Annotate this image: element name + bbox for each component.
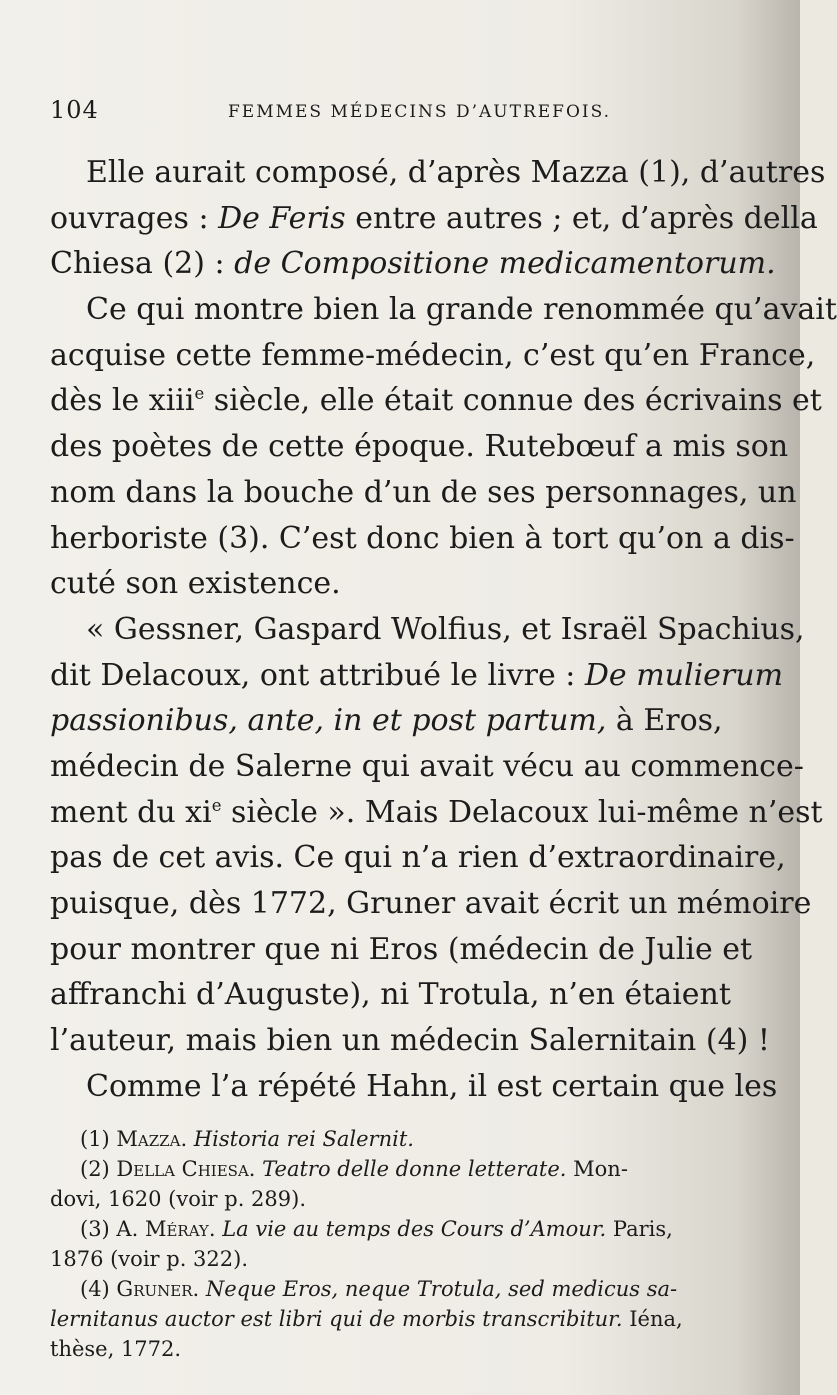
text-line bbox=[50, 835, 786, 881]
text-line bbox=[50, 881, 812, 927]
text-segment: à Eros, bbox=[606, 703, 723, 739]
text-segment: herboriste (3). C’est donc bien à tort qu’on a dis- bbox=[50, 520, 795, 556]
italic-text: passionibus, ante, in et post partum, bbox=[50, 703, 607, 739]
italic-text: lernitanus auctor est libri qui de morbis transcribitur. bbox=[50, 1307, 623, 1331]
text-segment: (2) bbox=[80, 1157, 117, 1181]
text-segment: . bbox=[248, 1157, 263, 1181]
text-segment: e bbox=[194, 384, 205, 404]
text-segment: Méray bbox=[144, 1217, 209, 1241]
text-segment: ment du xi bbox=[50, 794, 212, 830]
footnote-line bbox=[50, 1244, 762, 1274]
italic-text: De mulierum bbox=[584, 657, 784, 693]
page-number: 104 bbox=[50, 96, 99, 124]
text-segment: Elle aurait composé, d’après Mazza (1), d’autres bbox=[86, 155, 826, 190]
text-segment: . bbox=[180, 1127, 194, 1151]
text-segment: 1876 (voir p. 322). bbox=[50, 1247, 248, 1271]
text-line bbox=[50, 516, 795, 562]
text-line bbox=[50, 150, 826, 196]
text-segment: Ce qui montre bien la grande renommée qu’avait bbox=[86, 292, 837, 328]
text-segment: (4) bbox=[80, 1277, 117, 1301]
footnote-line bbox=[50, 1154, 762, 1184]
text-segment: Mon- bbox=[566, 1157, 628, 1181]
text-segment: . bbox=[208, 1217, 223, 1241]
text-segment: dès le xiii bbox=[50, 383, 195, 419]
text-segment: cuté son existence. bbox=[50, 566, 341, 602]
body-text bbox=[50, 150, 837, 1109]
text-segment: . bbox=[192, 1277, 206, 1301]
footnote-line bbox=[50, 1274, 762, 1304]
text-segment: dit Delacoux, ont attribué le livre : bbox=[50, 657, 585, 693]
italic-text: Neque Eros, neque Trotula, sed medicus sa- bbox=[205, 1277, 678, 1301]
text-segment: Comme l’a répété Hahn, il est certain que les bbox=[86, 1068, 778, 1104]
footnote-line bbox=[50, 1334, 762, 1364]
text-line bbox=[50, 1064, 778, 1110]
text-segment: des poètes de cette époque. Rutebœuf a mis son bbox=[50, 429, 789, 465]
text-segment: « Gessner, Gaspard Wolfius, et Israël Spachius, bbox=[86, 611, 805, 647]
text-line bbox=[50, 972, 762, 1018]
text-line bbox=[50, 927, 762, 973]
text-segment: dovi, 1620 (voir p. 289). bbox=[50, 1187, 307, 1211]
italic-text: Teatro delle donne letterate. bbox=[262, 1157, 567, 1181]
text-line bbox=[50, 424, 789, 470]
italic-text: La vie au temps des Cours d’Amour. bbox=[222, 1217, 607, 1241]
page-header bbox=[50, 96, 760, 132]
text-segment: siècle, elle était connue des écrivains et bbox=[204, 383, 822, 419]
text-line bbox=[50, 287, 837, 333]
text-segment: (1) bbox=[80, 1127, 117, 1151]
footnote-line bbox=[50, 1214, 762, 1244]
text-line bbox=[50, 653, 784, 699]
text-line bbox=[50, 196, 818, 242]
text-line bbox=[50, 744, 804, 790]
footnotes bbox=[50, 1124, 762, 1364]
text-line bbox=[50, 378, 822, 424]
text-line bbox=[50, 790, 823, 836]
text-segment: Della Chiesa bbox=[116, 1157, 249, 1181]
italic-text: Historia rei Salernit. bbox=[193, 1127, 414, 1151]
text-segment: Chiesa (2) : bbox=[50, 246, 235, 282]
text-segment: thèse, 1772. bbox=[50, 1337, 182, 1361]
footnote-line bbox=[50, 1304, 762, 1334]
text-segment: affranchi d’Auguste), ni Trotula, n’en étaient bbox=[50, 977, 731, 1013]
text-segment: médecin de Salerne qui avait vécu au commence- bbox=[50, 748, 804, 784]
footnote-line bbox=[50, 1184, 762, 1214]
text-line bbox=[50, 1018, 770, 1064]
text-segment: pas de cet avis. Ce qui n’a rien d’extraordinaire, bbox=[50, 840, 786, 876]
italic-text: De Feris bbox=[218, 200, 346, 236]
text-line bbox=[50, 333, 816, 379]
text-segment: Gruner bbox=[116, 1277, 193, 1301]
text-segment: entre autres ; et, d’après della bbox=[345, 200, 818, 236]
text-segment: Paris, bbox=[606, 1217, 673, 1241]
text-segment: acquise cette femme-médecin, c’est qu’en France, bbox=[50, 337, 816, 373]
text-segment: Mazza bbox=[116, 1127, 181, 1151]
text-segment: (3) A. bbox=[80, 1217, 145, 1241]
text-line bbox=[50, 698, 762, 744]
text-segment: siècle ». Mais Delacoux lui-même n’est bbox=[221, 794, 823, 830]
text-line bbox=[50, 470, 797, 516]
text-segment: l’auteur, mais bien un médecin Salernitain (4) ! bbox=[50, 1023, 770, 1059]
text-segment: pour montrer que ni Eros (médecin de Julie et bbox=[50, 931, 753, 967]
italic-text: de Compositione medicamentorum. bbox=[234, 246, 776, 282]
text-segment: e bbox=[211, 795, 222, 815]
footnote-line bbox=[50, 1124, 762, 1154]
text-segment: Iéna, bbox=[622, 1307, 683, 1331]
text-line bbox=[50, 561, 762, 607]
running-title: FEMMES MÉDECINS D’AUTREFOIS. bbox=[228, 102, 612, 122]
text-segment: ouvrages : bbox=[50, 200, 219, 236]
text-line bbox=[50, 241, 776, 287]
text-segment: nom dans la bouche d’un de ses personnages, un bbox=[50, 474, 797, 510]
text-segment: puisque, dès 1772, Gruner avait écrit un mémoire bbox=[50, 886, 812, 921]
text-line bbox=[50, 607, 805, 653]
